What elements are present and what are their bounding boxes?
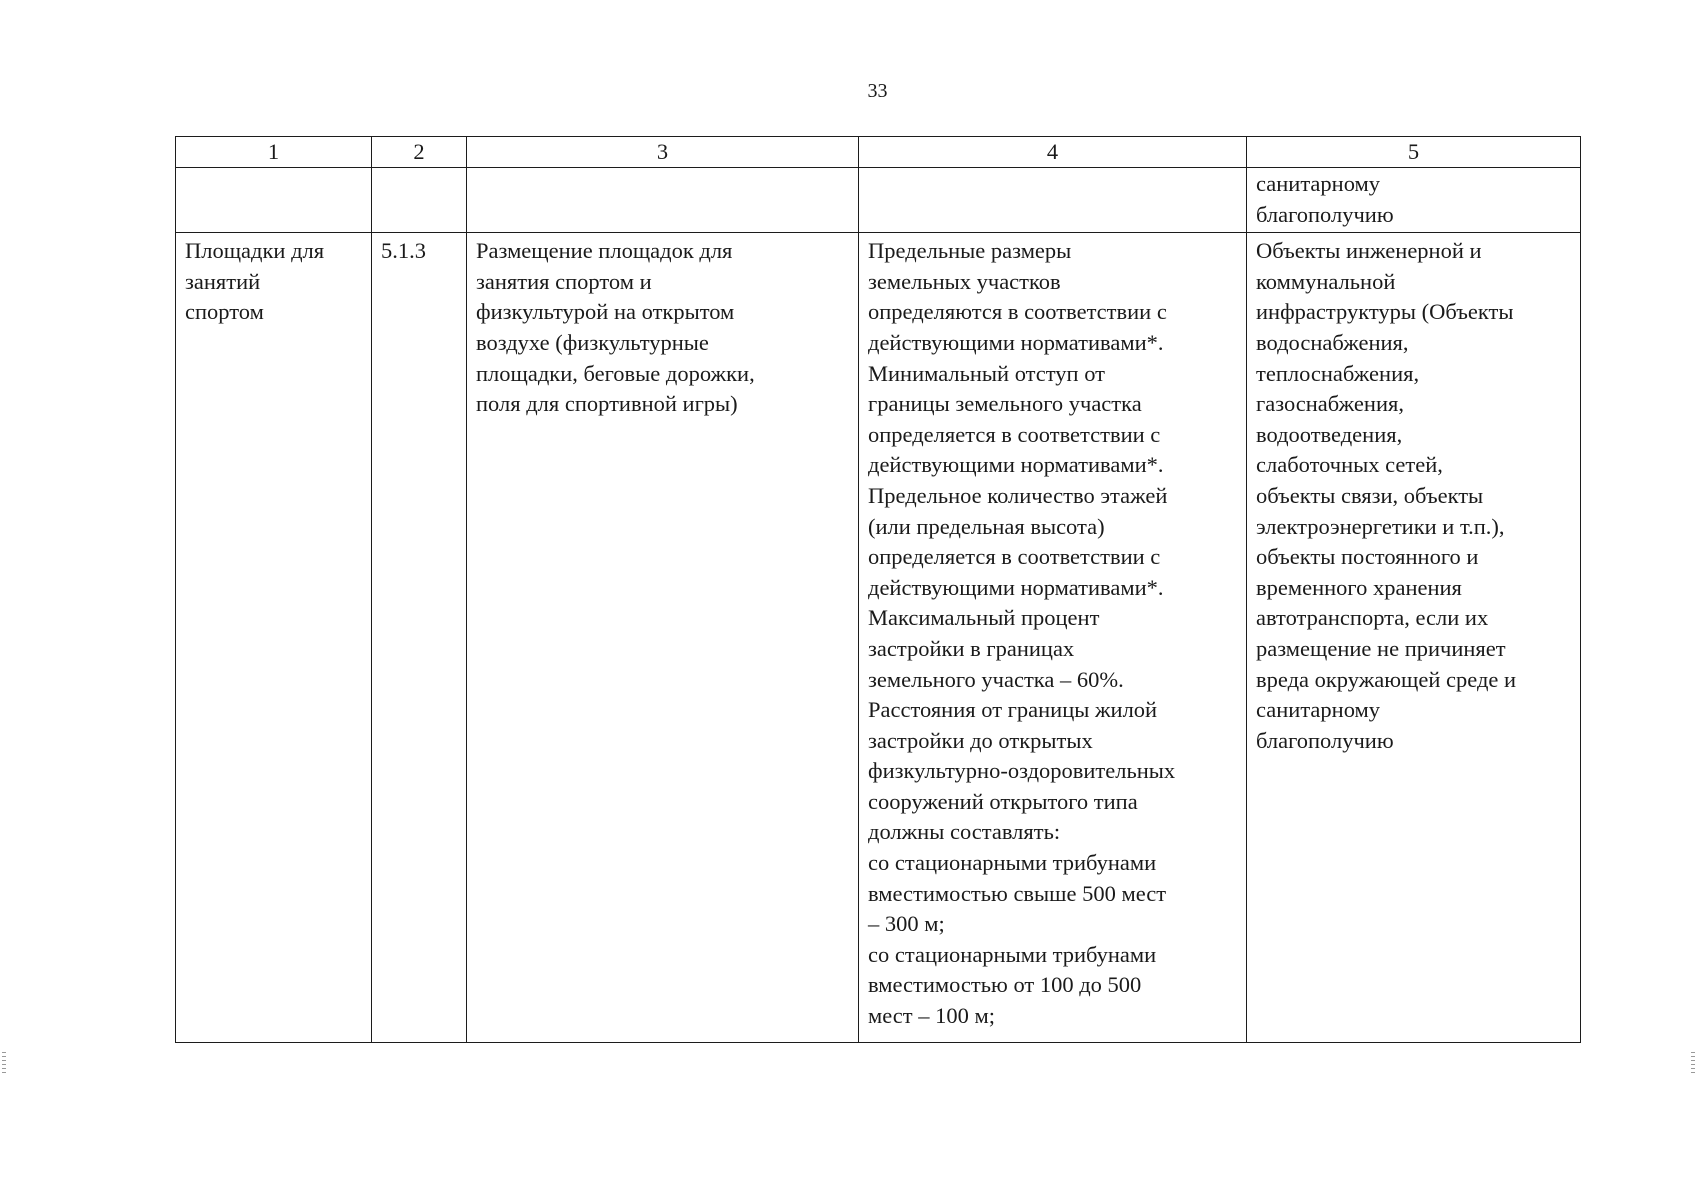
cell-text-line: застройки до открытых	[868, 727, 1093, 753]
cell-text-line: площадки, беговые дорожки,	[476, 360, 755, 386]
cell-text-line: должны составлять:	[868, 819, 1061, 845]
cont-col-2	[372, 168, 467, 233]
cell-text-line: земельных участков	[868, 268, 1061, 294]
cell-text-line: водоотведения,	[1256, 421, 1403, 447]
cell-parameters	[859, 233, 1247, 1043]
cell-text-line: водоснабжения,	[1256, 329, 1409, 355]
cell-text-line: занятия спортом и	[476, 268, 652, 294]
cell-text-line: действующими нормативами*.	[868, 329, 1164, 355]
cell-text-line: санитарному	[1256, 697, 1381, 723]
cell-text-line: Площадки для	[185, 238, 325, 264]
cell-text-line: 5.1.3	[381, 238, 426, 264]
cell-text-line: инфраструктуры (Объекты	[1256, 299, 1514, 325]
cell-text-line: земельного участка – 60%.	[868, 666, 1124, 692]
page-number: 33	[867, 80, 888, 102]
cell-text-line: Объекты инженерной и	[1256, 238, 1482, 264]
cell-text-line: воздухе (физкультурные	[476, 329, 709, 355]
table-row	[176, 233, 1581, 1043]
header-col-5: 5	[1247, 137, 1581, 168]
cell-text-line: занятий	[185, 268, 261, 294]
cell-text-line: объекты связи, объекты	[1256, 482, 1484, 508]
header-col-1: 1	[176, 137, 372, 168]
cell-text-line: Предельное количество этажей	[868, 482, 1168, 508]
cell-text-line: действующими нормативами*.	[868, 452, 1164, 478]
cell-description	[467, 233, 859, 1043]
cell-text-line: вместимостью свыше 500 мест	[868, 880, 1167, 906]
cell-text-line: мест – 100 м;	[868, 1003, 995, 1029]
cell-text-line: автотранспорта, если их	[1256, 605, 1489, 631]
cell-text-line: действующими нормативами*.	[868, 574, 1164, 600]
cell-text-line: физкультурно-оздоровительных	[868, 758, 1176, 784]
cell-text-line: со стационарными трибунами	[868, 850, 1157, 876]
cell-text-line: слаботочных сетей,	[1256, 452, 1443, 478]
cell-text-line: Размещение площадок для	[476, 238, 733, 264]
cell-text-line: вреда окружающей среде и	[1256, 666, 1517, 692]
cont-col-4	[859, 168, 1247, 233]
continuation-row	[176, 168, 1581, 233]
cell-auxiliary-uses	[1247, 233, 1581, 1043]
cell-text-line: Предельные размеры	[868, 238, 1072, 264]
scan-edge-marks-left	[2, 1052, 6, 1076]
cell-text-line: газоснабжения,	[1256, 391, 1404, 417]
cell-text-line: объекты постоянного и	[1256, 544, 1479, 570]
cell-text-line: со стационарными трибунами	[868, 941, 1157, 967]
cell-text-line: поля для спортивной игры)	[476, 391, 738, 417]
cell-text-line: (или предельная высота)	[868, 513, 1105, 539]
header-col-3: 3	[467, 137, 859, 168]
cell-text-line: размещение не причиняет	[1256, 635, 1506, 661]
cell-text-line: определяется в соответствии с	[868, 421, 1161, 447]
cell-text-line: физкультурой на открытом	[476, 299, 735, 325]
cell-text-line: границы земельного участка	[868, 391, 1142, 417]
cell-text-line: застройки в границах	[868, 635, 1075, 661]
cell-text-line: благополучию	[1256, 201, 1394, 227]
cont-col-1	[176, 168, 372, 233]
scan-edge-marks-right	[1691, 1052, 1695, 1076]
cell-text-line: коммунальной	[1256, 268, 1396, 294]
cont-col-5	[1247, 168, 1581, 233]
cell-text-line: – 300 м;	[868, 911, 945, 937]
cell-text-line: определяются в соответствии с	[868, 299, 1167, 325]
cell-text-line: временного хранения	[1256, 574, 1462, 600]
cell-text-line: теплоснабжения,	[1256, 360, 1420, 386]
cell-text-line: определяется в соответствии с	[868, 544, 1161, 570]
cell-text-line: благополучию	[1256, 727, 1394, 753]
header-col-2: 2	[372, 137, 467, 168]
table-header-row	[176, 137, 1581, 168]
cell-code	[372, 233, 467, 1043]
header-col-4: 4	[859, 137, 1247, 168]
cont-col-3	[467, 168, 859, 233]
cell-text-line: электроэнергетики и т.п.),	[1256, 513, 1505, 539]
cell-object-name	[176, 233, 372, 1043]
cell-text-line: вместимостью от 100 до 500	[868, 972, 1142, 998]
cell-text-line: Максимальный процент	[868, 605, 1100, 631]
cell-text-line: спортом	[185, 299, 264, 325]
cell-text-line: Минимальный отступ от	[868, 360, 1105, 386]
cell-text-line: Расстояния от границы жилой	[868, 697, 1158, 723]
regulation-table	[175, 136, 1581, 1043]
cell-text-line: санитарному	[1256, 171, 1381, 196]
cell-text-line: сооружений открытого типа	[868, 788, 1138, 814]
